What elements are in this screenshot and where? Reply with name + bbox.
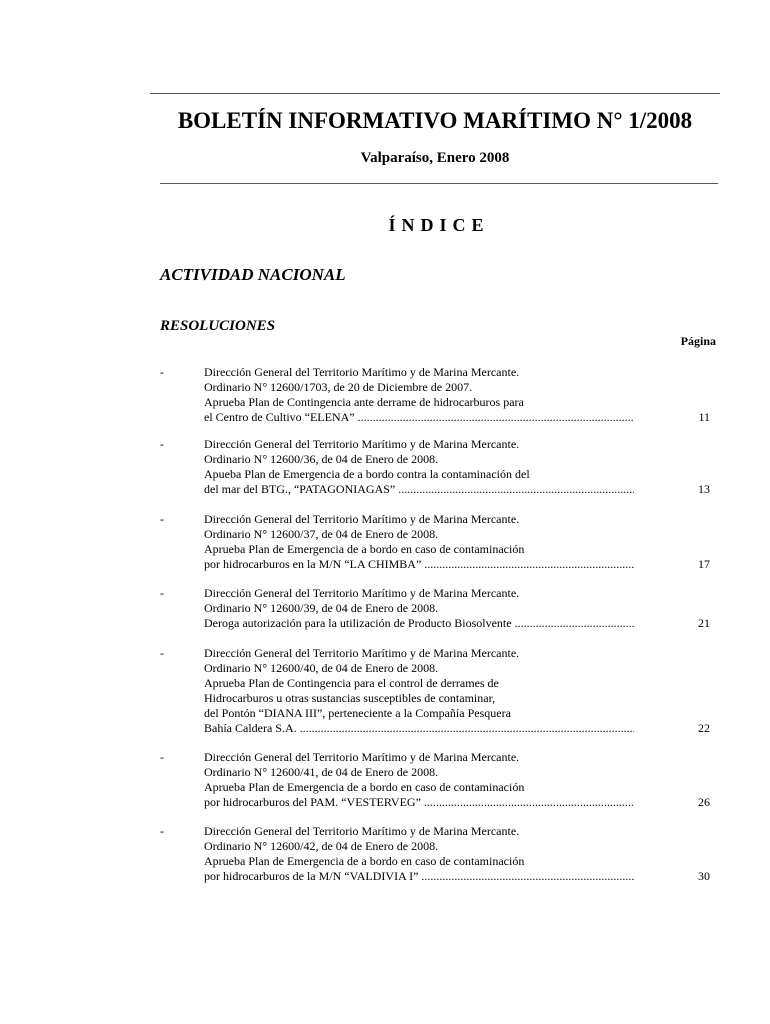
entry-text	[204, 437, 634, 497]
entry-line: Dirección General del Territorio Marítimo y de Marina Mercante.	[204, 750, 520, 764]
entry-line: Ordinario N° 12600/42, de 04 de Enero de 2008.	[204, 839, 439, 853]
entry-bullet: -	[160, 750, 164, 764]
entry-text	[204, 586, 634, 631]
entry-page-number: 22	[698, 721, 710, 735]
entry-line: Apueba Plan de Emergencia de a bordo contra la contaminación del	[204, 467, 530, 481]
bulletin-title: BOLETÍN INFORMATIVO MARÍTIMO N° 1/2008	[177, 108, 693, 133]
entry-page-number: 21	[698, 616, 710, 630]
entry-page-number: 26	[698, 795, 710, 809]
subsection-title: RESOLUCIONES	[160, 318, 276, 334]
entry-line: Dirección General del Territorio Marítimo y de Marina Mercante.	[204, 586, 520, 600]
entry-line: Ordinario N° 12600/1703, de 20 de Diciembre de 2007.	[204, 380, 473, 394]
entry-line: Dirección General del Territorio Marítimo y de Marina Mercante.	[204, 824, 520, 838]
entry-line: Aprueba Plan de Contingencia ante derrame de hidrocarburos para	[204, 395, 524, 409]
entry-page-number: 11	[698, 410, 710, 424]
entry-line: Dirección General del Territorio Marítimo y de Marina Mercante.	[204, 365, 520, 379]
entry-text	[204, 750, 634, 810]
header-divider	[160, 183, 718, 184]
entry-bullet: -	[160, 824, 164, 838]
entry-line: del Pontón “DIANA III”, perteneciente a la Compañía Pesquera	[204, 706, 511, 720]
entry-last-line: por hidrocarburos en la M/N “LA CHIMBA” .....	[204, 557, 634, 572]
entry-bullet: -	[160, 365, 164, 379]
entry-line: Dirección General del Territorio Marítimo y de Marina Mercante.	[204, 437, 520, 451]
bulletin-subtitle: Valparaíso, Enero 2008	[360, 150, 510, 166]
entry-last-line: el Centro de Cultivo “ELENA” .....	[204, 410, 634, 425]
entry-last-line: Bahía Caldera S.A. .....	[204, 721, 634, 736]
entry-line: Dirección General del Territorio Marítimo y de Marina Mercante.	[204, 512, 520, 526]
index-heading: ÍNDICE	[388, 215, 490, 235]
entry-text	[204, 512, 634, 572]
top-divider	[150, 93, 720, 94]
entry-page-number: 17	[698, 557, 710, 571]
entry-line: Ordinario N° 12600/40, de 04 de Enero de 2008.	[204, 661, 439, 675]
entry-bullet: -	[160, 646, 164, 660]
entry-last-line: por hidrocarburos del PAM. “VESTERVEG” .....	[204, 795, 634, 810]
entry-line: Ordinario N° 12600/36, de 04 de Enero de 2008.	[204, 452, 439, 466]
entry-line: Aprueba Plan de Emergencia de a bordo en caso de contaminación	[204, 780, 525, 794]
entry-bullet: -	[160, 437, 164, 451]
entry-bullet: -	[160, 512, 164, 526]
entry-line: Aprueba Plan de Contingencia para el control de derrames de	[204, 676, 499, 690]
entry-last-line: del mar del BTG., “PATAGONIAGAS” .....	[204, 482, 634, 497]
entry-last-line: por hidrocarburos de la M/N “VALDIVIA I” .....	[204, 869, 634, 884]
entry-text	[204, 365, 634, 425]
section-title: ACTIVIDAD NACIONAL	[160, 265, 346, 284]
entry-text	[204, 646, 634, 736]
entry-page-number: 30	[698, 869, 710, 883]
entry-line: Aprueba Plan de Emergencia de a bordo en caso de contaminación	[204, 854, 525, 868]
entry-line: Ordinario N° 12600/37, de 04 de Enero de 2008.	[204, 527, 439, 541]
entry-page-number: 13	[698, 482, 710, 496]
entry-text	[204, 824, 634, 884]
entry-line: Ordinario N° 12600/39, de 04 de Enero de 2008.	[204, 601, 439, 615]
entry-line: Dirección General del Territorio Marítimo y de Marina Mercante.	[204, 646, 520, 660]
entry-line: Hidrocarburos u otras sustancias susceptibles de contaminar,	[204, 691, 496, 705]
page-column-label: Página	[680, 334, 716, 348]
entry-line: Ordinario N° 12600/41, de 04 de Enero de 2008.	[204, 765, 439, 779]
entry-line: Aprueba Plan de Emergencia de a bordo en caso de contaminación	[204, 542, 525, 556]
entry-bullet: -	[160, 586, 164, 600]
entry-last-line: Deroga autorización para la utilización de Producto Biosolvente .....	[204, 616, 634, 631]
